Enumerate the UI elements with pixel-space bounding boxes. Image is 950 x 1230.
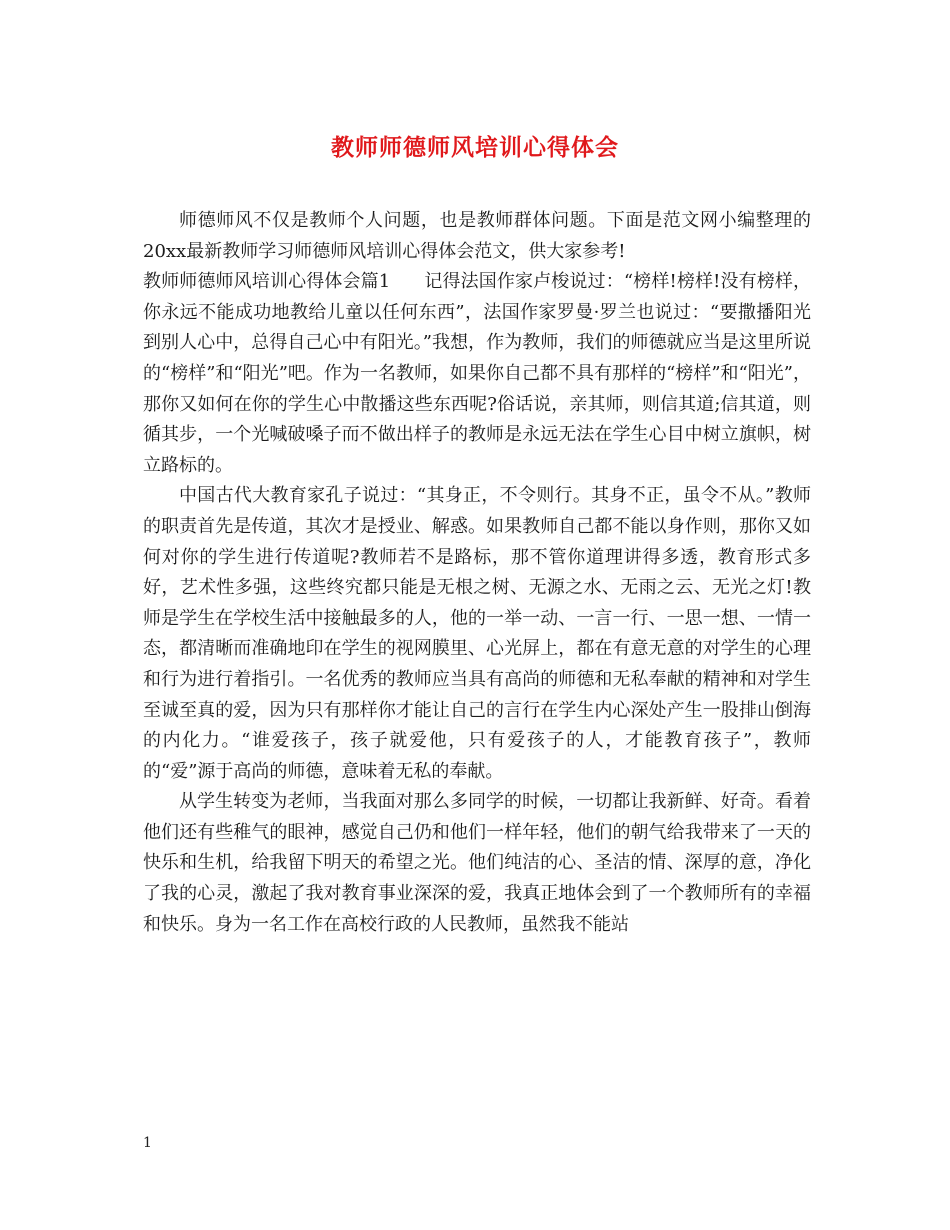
section-heading: 教师师德师风培训心得体会篇1 — [143, 271, 391, 293]
document-title: 教师师德师风培训心得体会 — [331, 134, 619, 161]
section-paragraph-1 — [143, 267, 811, 481]
document-body — [143, 206, 811, 940]
intro-paragraph: 师德师风不仅是教师个人问题，也是教师群体问题。下面是范文网小编整理的20xx最新教师学习师德师风培训心得体会范文，供大家参考! — [143, 210, 811, 262]
paragraph-3: 从学生转变为老师，当我面对那么多同学的时候，一切都让我新鲜、好奇。看着他们还有些稚气的眼神，感觉自己仍和他们一样年轻，他们的朝气给我带来了一天的快乐和生机，给我留下明天的希望之光。他们纯洁的心、圣洁的情、深厚的意，净化了我的心灵，激起了我对教育事业深深的爱，我真正地体会到了一个教师所有的幸福和快乐。身为一名工作在高校行政的人民教师，虽然我不能站 — [143, 791, 811, 935]
page-number: 1 — [143, 1135, 152, 1151]
section-first-paragraph: 记得法国作家卢梭说过：“榜样!榜样!没有榜样，你永远不能成功地教给儿童以任何东西”，法国作家罗曼·罗兰也说过：“要撒播阳光到别人心中，总得自己心中有阳光。”我想，作为教师，我们的师德就应当是这里所说的“榜样”和“阳光”吧。作为一名教师，如果你自己都不具有那样的“榜样”和“阳光”，那你又如何在你的学生心中散播这些东西呢?俗话说，亲其师，则信其道;信其道，则循其步，一个光喊破嗓子而不做出样子的教师是永远无法在学生心目中树立旗帜，树立路标的。 — [143, 271, 812, 476]
paragraph-2: 中国古代大教育家孔子说过：“其身正，不令则行。其身不正，虽令不从。”教师的职责首先是传道，其次才是授业、解惑。如果教师自己都不能以身作则，那你又如何对你的学生进行传道呢?教师若不是路标，那不管你道理讲得多透，教育形式多好，艺术性多强，这些终究都只能是无根之树、无源之水、无雨之云、无光之灯!教师是学生在学校生活中接触最多的人，他的一举一动、一言一行、一思一想、一情一态，都清晰而准确地印在学生的视网膜里、心光屏上，都在有意无意的对学生的心理和行为进行着指引。一名优秀的教师应当具有高尚的师德和无私奉献的精神和对学生至诚至真的爱，因为只有那样你才能让自己的言行在学生内心深处产生一股排山倒海的内化力。“谁爱孩子，孩子就爱他，只有爱孩子的人，才能教育孩子”，教师的“爱”源于高尚的师德，意味着无私的奉献。 — [143, 485, 811, 782]
